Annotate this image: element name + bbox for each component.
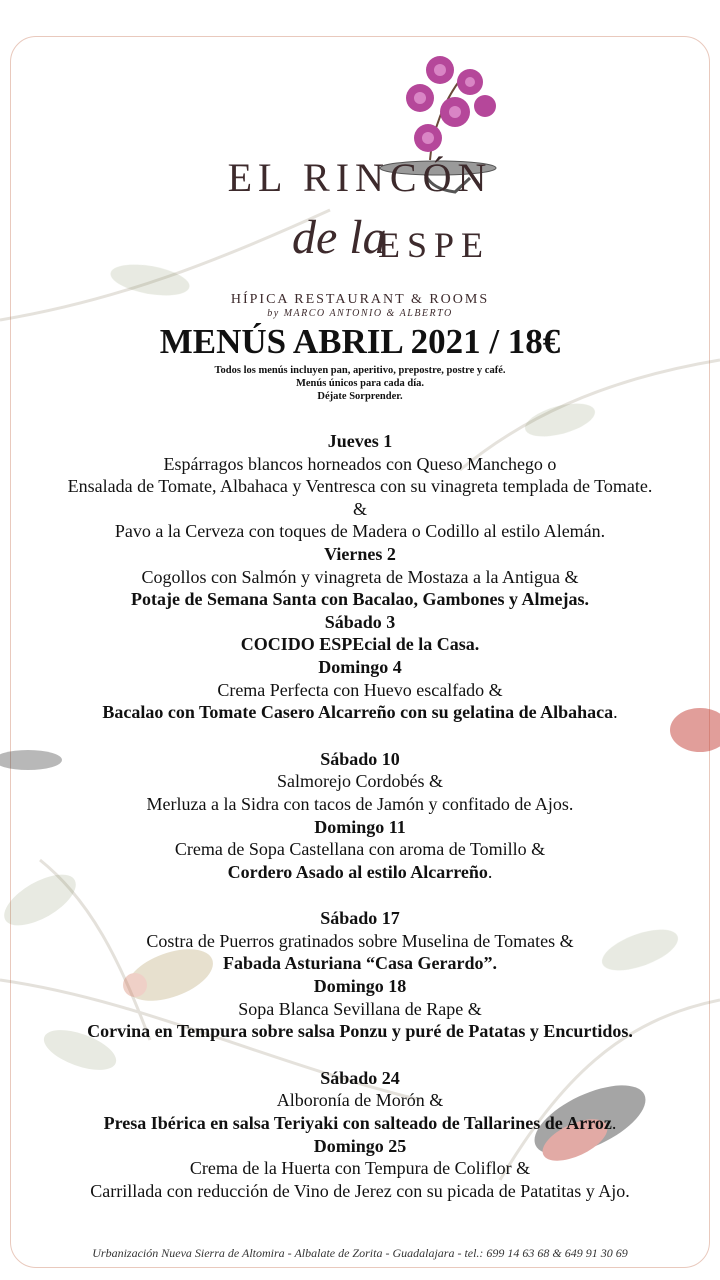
dish-line-main-wrap	[0, 1112, 720, 1135]
day-heading-viernes-2: Viernes 2	[324, 543, 396, 564]
day-heading-jueves-1: Jueves 1	[327, 431, 393, 451]
intro-notes	[0, 364, 720, 403]
dish-separator: &	[352, 498, 367, 519]
week-gap	[0, 1043, 720, 1067]
day-heading-domingo-4: Domingo 4	[318, 656, 402, 677]
dish-line-main: Cordero Asado al estilo Alcarreño	[227, 861, 488, 882]
dish-line: Carrillada con reducción de Vino de Jerez con su picada de Patatitas y Ajo.	[90, 1180, 630, 1201]
page-title: MENÚS ABRIL 2021 / 18€	[159, 322, 561, 361]
brand-name-script: de la	[292, 211, 387, 264]
dish-line-main: Fabada Asturiana “Casa Gerardo”.	[222, 953, 498, 974]
dish-line: Cogollos con Salmón y vinagreta de Mostaza a la Antigua &	[141, 566, 579, 587]
dish-line: Crema Perfecta con Huevo escalfado &	[217, 679, 503, 700]
day-heading-sabado-17: Sábado 17	[320, 908, 400, 929]
week-gap	[0, 724, 720, 748]
dish-line-main-wrap	[0, 861, 720, 884]
dish-line-main: Potaje de Semana Santa con Bacalao, Gambones y Almejas.	[131, 589, 589, 610]
dish-line: Pavo a la Cerveza con toques de Madera o Codillo al estilo Alemán.	[114, 521, 606, 542]
intro-line: Menús únicos para cada día.	[295, 378, 425, 389]
dish-line: Crema de la Huerta con Tempura de Coliflor &	[189, 1158, 531, 1179]
dish-line: Salmorejo Cordobés &	[277, 771, 443, 792]
day-heading-domingo-11: Domingo 11	[314, 816, 406, 837]
dish-line-main: Bacalao con Tomate Casero Alcarreño con su gelatina de Albahaca	[102, 702, 614, 723]
dish-line-main: COCIDO ESPEcial de la Casa.	[240, 634, 480, 655]
day-heading-sabado-24: Sábado 24	[320, 1067, 400, 1088]
dish-line: Alboronía de Morón &	[276, 1090, 444, 1111]
dish-line-main: Presa Ibérica en salsa Teriyaki con salteado de Tallarines de Arroz	[103, 1113, 612, 1134]
week-gap	[0, 883, 720, 907]
intro-line: Todos los menús incluyen pan, aperitivo, prepostre, postre y café.	[214, 365, 506, 376]
day-heading-sabado-10: Sábado 10	[320, 748, 400, 769]
dish-line-main-wrap	[0, 701, 720, 724]
day-heading-sabado-3: Sábado 3	[324, 611, 396, 632]
brand-name-line1: EL RINCÓN	[227, 155, 493, 200]
brand-name-line2: ESPE	[378, 225, 491, 265]
day-heading-domingo-18: Domingo 18	[313, 976, 407, 997]
dish-line: Espárragos blancos horneados con Queso Manchego o	[163, 453, 557, 474]
dish-line-tail: .	[613, 702, 618, 723]
dish-line: Crema de Sopa Castellana con aroma de Tomillo &	[174, 839, 546, 860]
day-heading-domingo-25: Domingo 25	[313, 1135, 407, 1156]
dish-line: Sopa Blanca Sevillana de Rape &	[238, 998, 482, 1019]
brand-byline: by MARCO ANTONIO & ALBERTO	[267, 308, 453, 319]
dish-line-tail: .	[487, 861, 493, 882]
dish-line-main: Corvina en Tempura sobre salsa Ponzu y puré de Patatas y Encurtidos.	[87, 1021, 633, 1042]
dish-line-tail: .	[611, 1113, 617, 1134]
footer-address: Urbanización Nueva Sierra de Altomira - Albalate de Zorita - Guadalajara - tel.: 699 14 63 68 & 649 91 30 69	[92, 1246, 628, 1260]
intro-line: Déjate Sorprender.	[317, 391, 403, 402]
brand-subtitle: HÍPICA RESTAURANT & ROOMS	[230, 292, 490, 307]
dish-line: Merluza a la Sidra con tacos de Jamón y confitado de Ajos.	[146, 793, 574, 814]
dish-line: Costra de Puerros gratinados sobre Muselina de Tomates &	[146, 930, 574, 951]
dish-line: Ensalada de Tomate, Albahaca y Ventresca con su vinagreta templada de Tomate.	[67, 476, 653, 497]
menu-list	[0, 430, 720, 1202]
